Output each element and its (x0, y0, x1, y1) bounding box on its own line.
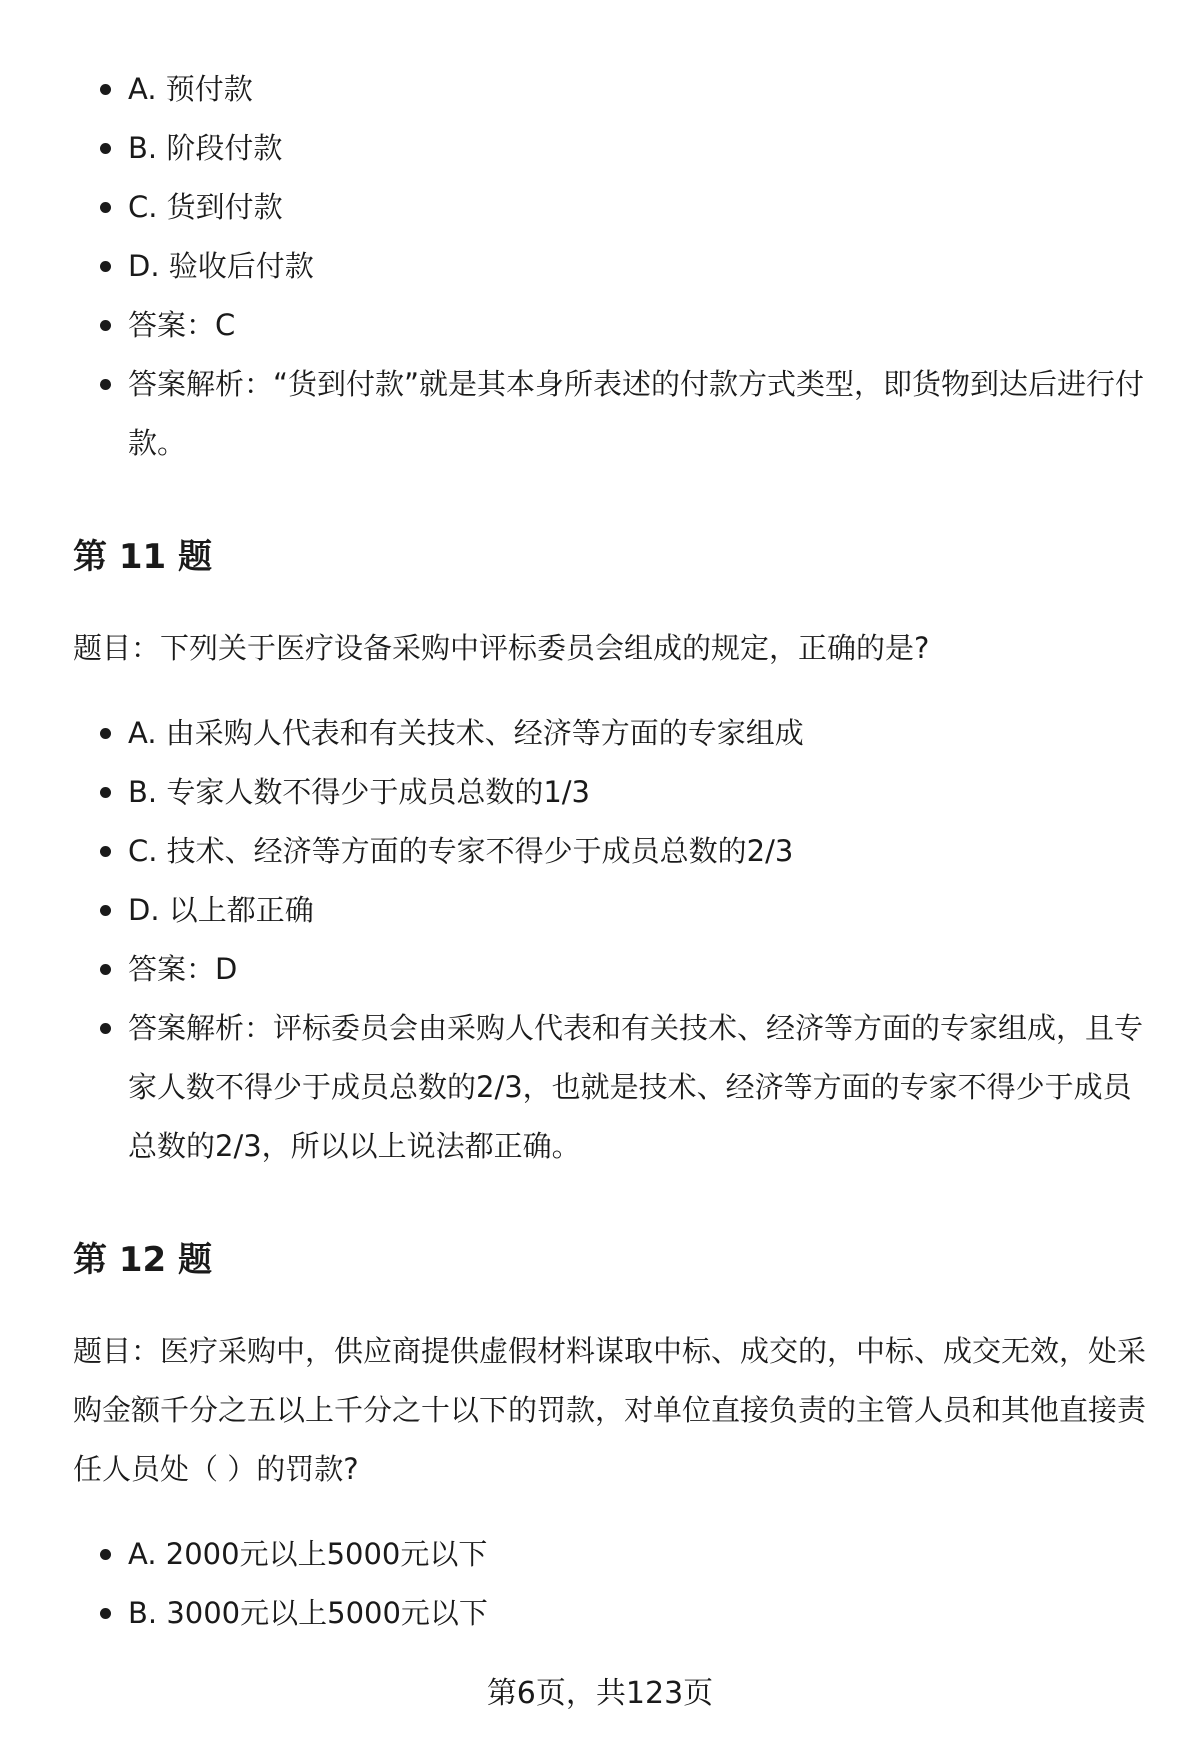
q11-heading: 第 11 题 (73, 537, 212, 577)
q12-option-b: B. 3000元以上5000元以下 (73, 1584, 1153, 1643)
q11-option-c: C. 技术、经济等方面的专家不得少于成员总数的2/3 (73, 822, 1153, 881)
q10-option-b: B. 阶段付款 (73, 119, 1153, 178)
q10-option-c: C. 货到付款 (73, 178, 1153, 237)
q12-stem: 题目：医疗采购中，供应商提供虚假材料谋取中标、成交的，中标、成交无效，处采购金额千分之五以上千分之十以下的罚款，对单位直接负责的主管人员和其他直接责任人员处（ ）的罚款? (73, 1334, 1147, 1486)
q11-option-d: D. 以上都正确 (73, 881, 1153, 940)
q11-explanation: 答案解析：评标委员会由采购人代表和有关技术、经济等方面的专家组成，且专家人数不得少于成员总数的2/3，也就是技术、经济等方面的专家不得少于成员总数的2/3，所以以上说法都正确。 (73, 999, 1153, 1176)
q10-option-list (73, 60, 1153, 473)
page-number-footer: 第6页，共123页 (486, 1676, 714, 1711)
q11-stem: 题目：下列关于医疗设备采购中评标委员会组成的规定，正确的是? (73, 631, 930, 665)
q12-option-list (73, 1525, 1153, 1643)
q11-option-a: A. 由采购人代表和有关技术、经济等方面的专家组成 (73, 704, 1153, 763)
q10-option-a: A. 预付款 (73, 60, 1153, 119)
q11-option-list (73, 704, 1153, 1176)
q12-option-a: A. 2000元以上5000元以下 (73, 1525, 1153, 1584)
q11-option-b: B. 专家人数不得少于成员总数的1/3 (73, 763, 1153, 822)
q10-explanation: 答案解析：“货到付款”就是其本身所表述的付款方式类型，即货物到达后进行付款。 (73, 355, 1153, 473)
q10-answer: 答案：C (73, 296, 1153, 355)
q12-heading: 第 12 题 (73, 1240, 212, 1280)
q10-option-d: D. 验收后付款 (73, 237, 1153, 296)
page-content (73, 60, 1153, 1643)
q11-answer: 答案：D (73, 940, 1153, 999)
